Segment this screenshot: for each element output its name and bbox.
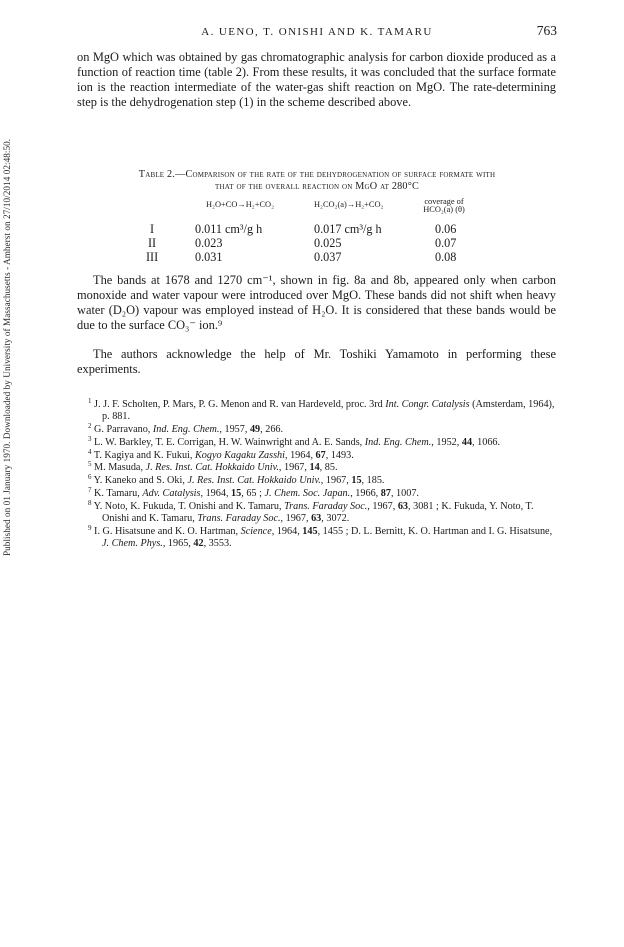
reference-authors: K. Tamaru, (94, 487, 143, 499)
overall-rate-cell: 0.023 (195, 236, 223, 250)
reference-pages: , 3072. (321, 512, 350, 524)
reference-list (88, 399, 558, 551)
reference-journal: J. Res. Inst. Cat. Hokkaido Univ. (187, 475, 321, 487)
reference-detail: , 1966, (350, 487, 381, 499)
reference-journal: Kogyo Kagaku Zasshi (194, 449, 285, 461)
reference-item (88, 447, 558, 462)
table-header-coverage-line-1: coverage of (424, 197, 464, 206)
reference-number: 2 (88, 422, 92, 430)
reference-item (88, 399, 558, 423)
reference-item (88, 434, 558, 449)
table-caption-line-1: Table 2.—Comparison of the rate of the dehydrogenation of surface formate with (138, 169, 496, 180)
reference-authors: Y. Noto, K. Fukuda, T. Onishi and K. Tamaru, (93, 500, 285, 512)
download-watermark-text: Published on 01 January 1970. Downloaded by University of Massachusetts - Amherst on 27/10/2014 02:48:50. (2, 138, 12, 556)
reference-detail: (Amsterdam, 1964), p. 881. (102, 399, 555, 423)
reference-authors: M. Masuda, (94, 462, 146, 474)
reference-journal: Ind. Eng. Chem. (364, 436, 432, 448)
reference-detail: , 1957, (219, 424, 250, 435)
table-header-overall: H₂O+CO→H₂+CO₂ (206, 200, 274, 209)
reference-pages: , 65 ; (241, 487, 265, 499)
reference-number: 8 (88, 498, 92, 507)
reference-detail: , 1965, (162, 537, 194, 549)
reference-item (88, 523, 558, 550)
reference-authors: T. Kagiya and K. Fukui, (93, 449, 195, 461)
coverage-cell: 0.08 (435, 250, 457, 264)
row-label: III (146, 250, 159, 264)
overall-rate-cell: 0.031 (195, 250, 223, 264)
reference-volume: 42 (193, 537, 204, 549)
reference-detail: , 1967, (278, 462, 310, 474)
reference-detail: , 1967, (367, 500, 398, 512)
reference-volume: 145 (302, 525, 318, 537)
reference-journal: Int. Congr. Catalysis (385, 399, 470, 410)
reference-volume: 15 (231, 487, 242, 499)
reference-volume: 63 (311, 512, 322, 524)
dehydrogenation-rate-cell: 0.025 (314, 236, 342, 250)
table-caption-line-2: that of the overall reaction on MgO at 280°C (215, 181, 419, 192)
reference-number: 4 (88, 447, 92, 456)
reference-detail: , 1967, (280, 512, 312, 524)
reference-pages: , 1455 ; D. L. Bernitt, K. O. Hartman and I. G. Hisatsune, (317, 525, 553, 537)
reference-volume: 63 (397, 500, 409, 512)
reference-pages: , 3553. (203, 537, 232, 549)
running-header-authors: A. UENO, T. ONISHI AND K. TAMARU (201, 26, 433, 38)
reference-item (88, 424, 558, 436)
coverage-cell: 0.07 (435, 236, 457, 250)
body-paragraph-1: on MgO which was obtained by gas chromatographic analysis for carbon dioxide produced as a function of reaction time (table 2). From these results, it was concluded that the surface formate ion is the reaction intermediate of the water-gas shift reaction on MgO. The rate-determining step is the dehydrogenation step (1) in the scheme described above. (77, 50, 556, 109)
reference-journal: J. Res. Inst. Cat. Hokkaido Univ. (145, 462, 279, 474)
body-paragraph-2: The bands at 1678 and 1270 cm⁻¹, shown in fig. 8a and 8b, appeared only when carbon monoxide and water vapour were introduced over MgO. These bands did not shift when heavy water (D₂O) vapour was employed instead of H₂O. It is considered that these bands would be due to the surface CO₃⁻ ion.⁹ (77, 273, 556, 332)
row-label: II (148, 236, 157, 250)
reference-volume: 67 (315, 449, 326, 461)
reference-volume: 49 (249, 424, 261, 435)
row-label: I (150, 222, 155, 236)
reference-pages: , 85. (319, 462, 338, 474)
table-caption (77, 169, 557, 193)
reference-journal: Adv. Catalysis (142, 487, 201, 499)
reference-journal: Ind. Eng. Chem. (152, 424, 220, 435)
table-row (120, 236, 560, 250)
reference-item (88, 498, 558, 525)
dehydrogenation-rate-cell: 0.037 (314, 250, 342, 264)
dehydrogenation-rate-cell: 0.017 cm³/g h (314, 222, 382, 236)
reference-detail: , 1952, (431, 436, 462, 448)
table-header-coverage (419, 198, 469, 214)
reference-authors: J. J. F. Scholten, P. Mars, P. G. Menon and R. van Hardeveld, proc. 3rd (94, 399, 386, 410)
running-header (77, 23, 557, 39)
reference-journal: Trans. Faraday Soc. (197, 512, 281, 524)
download-watermark (2, 92, 12, 602)
reference-number: 7 (88, 485, 92, 494)
reference-detail: , 1964, (200, 487, 232, 499)
reference-number: 3 (88, 434, 92, 443)
reference-item (88, 475, 558, 487)
reference-pages: , 1066. (472, 436, 501, 448)
reference-volume: 87 (380, 487, 391, 499)
table-header-coverage-line-2: HCO₂(a) (θ) (423, 205, 465, 214)
reference-pages: , 3081 ; K. Fukuda, Y. Noto, T. Onishi and K. Tamaru, (102, 500, 534, 524)
reference-number: 9 (88, 523, 92, 532)
reference-pages: , 1493. (325, 449, 354, 461)
reference-pages: , 1007. (390, 487, 419, 499)
page-number: 763 (536, 23, 557, 38)
reference-item (88, 462, 558, 474)
reference-authors: Y. Kaneko and S. Oki, (93, 475, 188, 487)
coverage-cell: 0.06 (435, 222, 457, 236)
reference-authors: L. W. Barkley, T. E. Corrigan, H. W. Wainwright and A. E. Sands, (94, 436, 365, 448)
reference-volume: 44 (461, 436, 473, 448)
reference-number: 5 (88, 460, 92, 469)
reference-number: 1 (88, 397, 92, 405)
reference-journal: Trans. Faraday Soc. (284, 500, 368, 512)
reference-journal: J. Chem. Soc. Japan. (264, 487, 351, 499)
reference-detail: , 1964, (284, 449, 316, 461)
reference-pages: , 266. (260, 424, 284, 435)
table-row (120, 222, 560, 236)
reference-authors: G. Parravano, (94, 424, 153, 435)
reference-volume: 14 (309, 462, 320, 474)
acknowledgement-paragraph: The authors acknowledge the help of Mr. Toshiki Yamamoto in performing these experiments. (77, 347, 556, 376)
overall-rate-cell: 0.011 cm³/g h (195, 222, 263, 236)
reference-item (88, 485, 558, 500)
reference-pages: , 185. (361, 475, 385, 487)
reference-authors: I. G. Hisatsune and K. O. Hartman, (94, 525, 241, 537)
reference-journal: Science (240, 525, 272, 537)
table-row (120, 250, 560, 264)
reference-volume: 15 (351, 475, 362, 487)
reference-number: 6 (88, 473, 92, 482)
table-header-dehydrogenation: H₂CO₂(a)→H₂+CO₂ (314, 200, 384, 209)
reference-detail: , 1967, (320, 475, 352, 487)
reference-detail: , 1964, (271, 525, 303, 537)
reference-journal: J. Chem. Phys. (102, 537, 163, 549)
